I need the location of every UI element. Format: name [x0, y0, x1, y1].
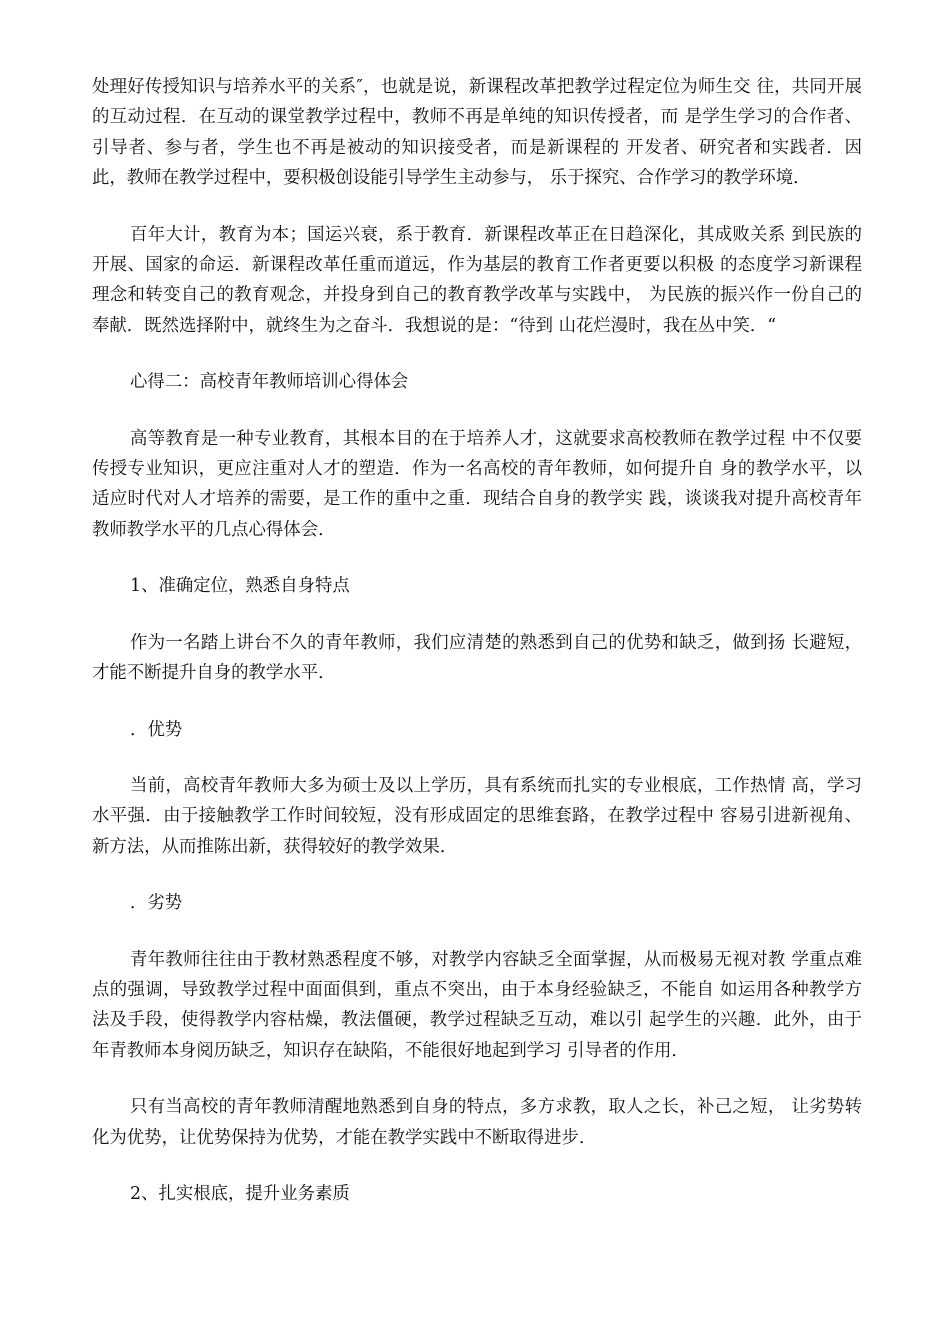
paragraph-self-awareness: 作为一名踏上讲台不久的青年教师，我们应清楚的熟悉到自己的优势和缺乏，做到扬 长避短，才能不断提升自身的教学水平．: [92, 632, 862, 684]
paragraph-conclusion: 只有当高校的青年教师清醒地熟悉到自身的特点，多方求教，取人之长，补己之短， 让劣势转化为优势，让优势保持为优势，才能在教学实践中不断取得进步．: [92, 1097, 862, 1148]
paragraph-higher-education: 高等教育是一种专业教育，其根本目的在于培养人才，这就要求高校教师在教学过程 中不仅要传授专业知识，更应注重对人才的塑造．作为一名高校的青年教师，如何提升自 身的教学水平，以适应时代对人才培养的需要，是工作的重中之重．现结合自身的教学实 践，谈谈我对提升高校青年教师教学水平的几点心得体会．: [92, 428, 862, 540]
paragraph-intro-continuation: 处理好传授知识与培养水平的关系″，也就是说，新课程改革把教学过程定位为师生交 往，共同开展的互动过程．在互动的课堂教学过程中，教师不再是单纯的知识传授者，而 是学生学习的合作者、引导者、参与者，学生也不再是被动的知识接受者，而是新课程的 开发者、研究者和实践者．因此，教师在教学过程中，要积极创设能引导学生主动参与， 乐于探究、合作学习的教学环境．: [92, 77, 862, 189]
section-heading-2: 心得二：高校青年教师培训心得体会: [130, 372, 409, 393]
subheading-2: 2、扎实根底，提升业务素质: [130, 1183, 350, 1204]
document-page: [92, 72, 862, 1235]
subheading-disadvantages: ．劣势: [130, 893, 183, 914]
paragraph-advantages: 当前，高校青年教师大多为硕士及以上学历，具有系统而扎实的专业根底，工作热情 高，学习水平强．由于接触教学工作时间较短，没有形成固定的思维套路，在教学过程中 容易引进新视角、新方法，从而推陈出新，获得较好的教学效果．: [92, 775, 862, 857]
subheading-advantages: ．优势: [130, 719, 183, 740]
paragraph-disadvantages: 青年教师往往由于教材熟悉程度不够，对教学内容缺乏全面掌握，从而极易无视对教 学重点难点的强调，导致教学过程中面面俱到，重点不突出，由于本身经验缺乏，不能自 如运用各种教学方法及手段，使得教学内容枯燥，教法僵硬，教学过程缺乏互动，难以引 起学生的兴趣．此外，由于年青教师本身阅历缺乏，知识存在缺陷，不能很好地起到学习 引导者的作用．: [92, 949, 862, 1061]
paragraph-education-foundation: 百年大计，教育为本；国运兴衰，系于教育．新课程改革正在日趋深化，其成败关系 到民族的开展、国家的命运．新课程改革任重而道远，作为基层的教育工作者更要以积极 的态度学习新课程理念和转变自己的教育观念，并投身到自己的教育教学改革与实践中， 为民族的振兴作一份自己的奉献．既然选择附中，就终生为之奋斗．我想说的是：“待到 山花烂漫时，我在丛中笑．“: [92, 224, 862, 336]
subheading-1: 1、准确定位，熟悉自身特点: [130, 576, 350, 597]
